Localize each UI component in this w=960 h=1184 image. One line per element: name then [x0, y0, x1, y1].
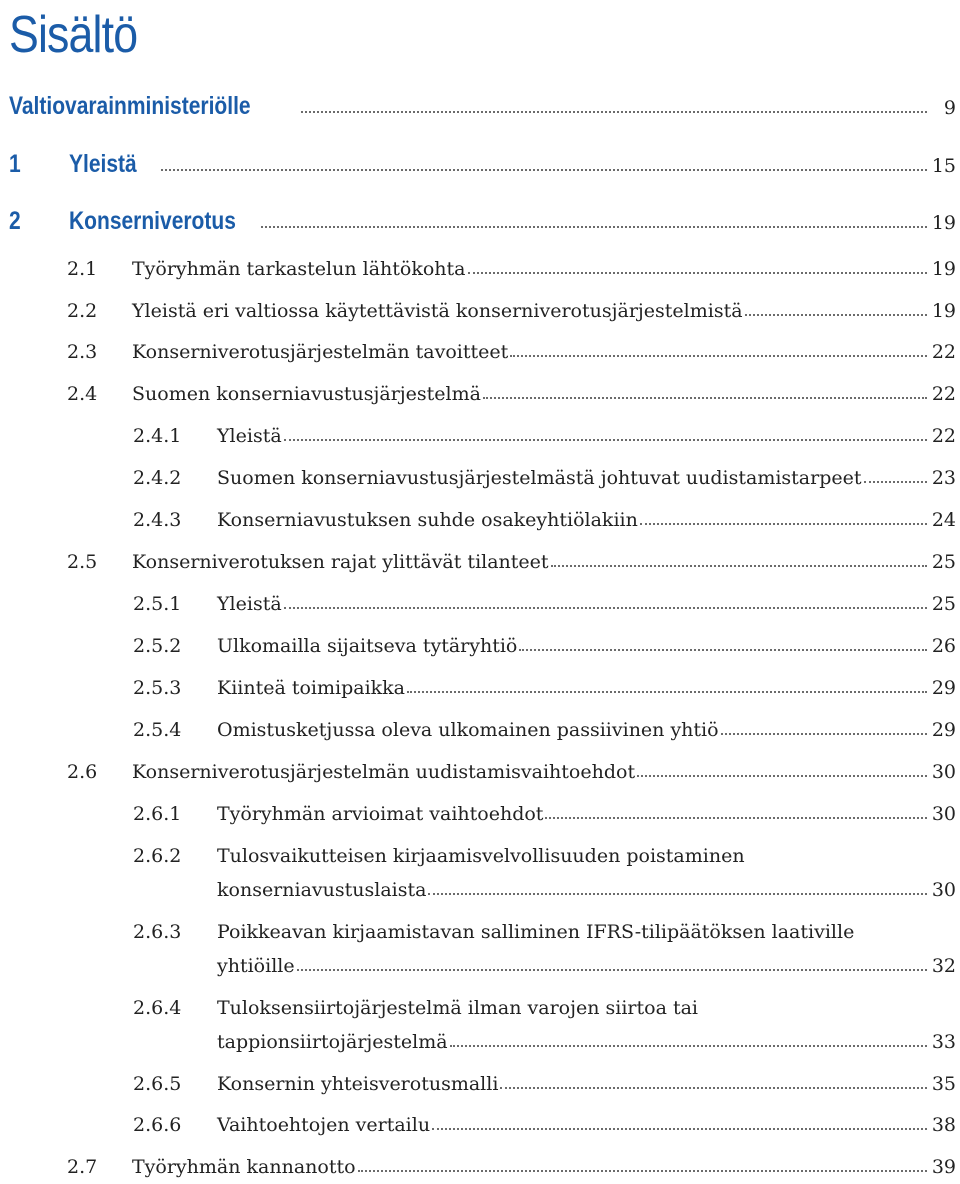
- toc-page-number: 9: [943, 97, 956, 119]
- toc-entry-number: 2.6.2: [133, 845, 182, 867]
- toc-entry-number: 2.5: [67, 551, 98, 573]
- toc-leader-dots: [261, 226, 927, 228]
- toc-page-number: 22: [931, 425, 956, 447]
- toc-entry-label: Suomen konserniavustusjärjestelmästä johtuvat uudistamistarpeet: [217, 467, 862, 489]
- toc-entry-number: 2.6.1: [133, 803, 182, 825]
- toc-page-number: 38: [931, 1114, 956, 1136]
- toc-page-number: 25: [931, 593, 956, 615]
- toc-page-number: 33: [931, 1031, 956, 1053]
- toc-leader-dots: [721, 733, 927, 735]
- toc-leader-dots: [545, 817, 927, 819]
- toc-page-number: 19: [931, 300, 956, 322]
- toc-entry-label: Työryhmän tarkastelun lähtökohta: [132, 258, 466, 280]
- toc-entry-number: 2.2: [67, 300, 98, 322]
- toc-leader-dots: [519, 649, 927, 651]
- toc-leader-dots: [284, 439, 927, 441]
- toc-entry-label: Tulosvaikutteisen kirjaamisvelvollisuuden poistaminen: [217, 845, 745, 867]
- toc-entry-label: Ulkomailla sijaitseva tytäryhtiö: [217, 635, 518, 657]
- toc-leader-dots: [864, 481, 928, 483]
- toc-entry-number: 2.4: [67, 383, 98, 405]
- toc-page-number: 39: [931, 1156, 956, 1178]
- toc-entry-number: 2.6.3: [133, 921, 182, 943]
- toc-page-number: 15: [931, 155, 956, 177]
- toc-entry-label: Konserniverotusjärjestelmän uudistamisvaihtoehdot: [132, 761, 636, 783]
- toc-leader-dots: [428, 893, 927, 895]
- toc-entry-label: Konserniverotusjärjestelmän tavoitteet: [132, 341, 509, 363]
- toc-entry-number: 2.1: [67, 258, 98, 280]
- toc-entry-label: Yleistä eri valtiossa käytettävistä konserniverotusjärjestelmistä: [132, 300, 743, 322]
- toc-leader-dots: [284, 607, 927, 609]
- toc-leader-dots: [358, 1170, 927, 1172]
- toc-page-number: 22: [931, 383, 956, 405]
- toc-entry-number: 2.4.2: [133, 467, 182, 489]
- toc-leader-dots: [468, 272, 928, 274]
- toc-entry-label: Konserniverotuksen rajat ylittävät tilanteet: [132, 551, 549, 573]
- toc-entry-label: Kiinteä toimipaikka: [217, 677, 405, 699]
- toc-entry-label: Työryhmän arvioimat vaihtoehdot: [217, 803, 544, 825]
- toc-page-number: 30: [931, 879, 956, 901]
- toc-entry-label: Yleistä: [69, 150, 137, 178]
- toc-entry-label: Tuloksensiirtojärjestelmä ilman varojen siirtoa tai: [217, 997, 698, 1019]
- toc-entry-label: Konserniavustuksen suhde osakeyhtiölakiin: [217, 509, 638, 531]
- toc-leader-dots: [745, 314, 927, 316]
- toc-page-number: 25: [931, 551, 956, 573]
- toc-page-number: 19: [931, 258, 956, 280]
- toc-leader-dots: [551, 565, 927, 567]
- toc-entry-label: Konsernin yhteisverotusmalli: [217, 1073, 499, 1095]
- toc-entry-number: 2.4.1: [133, 425, 182, 447]
- toc-page-number: 22: [931, 341, 956, 363]
- toc-page-number: 30: [931, 803, 956, 825]
- toc-entry-number: 2.5.2: [133, 635, 182, 657]
- toc-entry-number: 2.6.6: [133, 1114, 182, 1136]
- toc-page-number: 24: [931, 509, 956, 531]
- toc-entry-number: 2.6: [67, 761, 98, 783]
- toc-leader-dots: [161, 169, 927, 171]
- toc-entry-number: 2.5.3: [133, 677, 182, 699]
- toc-leader-dots: [640, 523, 927, 525]
- toc-page-number: 23: [931, 467, 956, 489]
- toc-entry-label: Omistusketjussa oleva ulkomainen passiivinen yhtiö: [217, 719, 719, 741]
- toc-page-number: 35: [931, 1073, 956, 1095]
- toc-entry-number: 2.5.4: [133, 719, 182, 741]
- toc-leader-dots: [301, 111, 927, 113]
- toc-page-number: 19: [931, 212, 956, 234]
- toc-entry-number: 2.7: [67, 1156, 98, 1178]
- toc-page-number: 30: [931, 761, 956, 783]
- toc-page-number: 32: [931, 955, 956, 977]
- toc-entry-number: 2.4.3: [133, 509, 182, 531]
- toc-entry-label: Suomen konserniavustusjärjestelmä: [132, 383, 481, 405]
- toc-entry-label-continued: yhtiöille: [217, 955, 295, 977]
- toc-leader-dots: [500, 1087, 927, 1089]
- toc-entry-label-continued: tappionsiirtojärjestelmä: [217, 1031, 448, 1053]
- page-title: Sisältö: [9, 6, 138, 64]
- toc-leader-dots: [637, 775, 927, 777]
- toc-page-number: 29: [931, 719, 956, 741]
- toc-page-number: 29: [931, 677, 956, 699]
- toc-entry-number: 2.6.4: [133, 997, 182, 1019]
- toc-entry-number: 1: [9, 150, 21, 178]
- toc-entry-number: 2: [9, 207, 21, 235]
- toc-entry-label: Yleistä: [217, 425, 282, 447]
- toc-page-number: 26: [931, 635, 956, 657]
- toc-entry-label: Työryhmän kannanotto: [132, 1156, 356, 1178]
- toc-leader-dots: [483, 397, 927, 399]
- toc-entry-label-continued: konserniavustuslaista: [217, 879, 427, 901]
- toc-entry-number: 2.6.5: [133, 1073, 182, 1095]
- toc-entry-label: Yleistä: [217, 593, 282, 615]
- toc-entry-label: Vaihtoehtojen vertailu: [217, 1114, 431, 1136]
- toc-leader-dots: [407, 691, 927, 693]
- toc-entry-label: Konserniverotus: [69, 207, 236, 235]
- toc-entry-number: 2.3: [67, 341, 98, 363]
- toc-leader-dots: [432, 1128, 927, 1130]
- toc-leader-dots: [297, 969, 927, 971]
- toc-leader-dots: [450, 1045, 927, 1047]
- toc-leader-dots: [510, 355, 927, 357]
- toc-entry-number: 2.5.1: [133, 593, 182, 615]
- toc-entry-label: Poikkeavan kirjaamistavan salliminen IFRS-tilipäätöksen laativille: [217, 921, 855, 943]
- toc-entry-label: Valtiovarainministeriölle: [9, 92, 251, 120]
